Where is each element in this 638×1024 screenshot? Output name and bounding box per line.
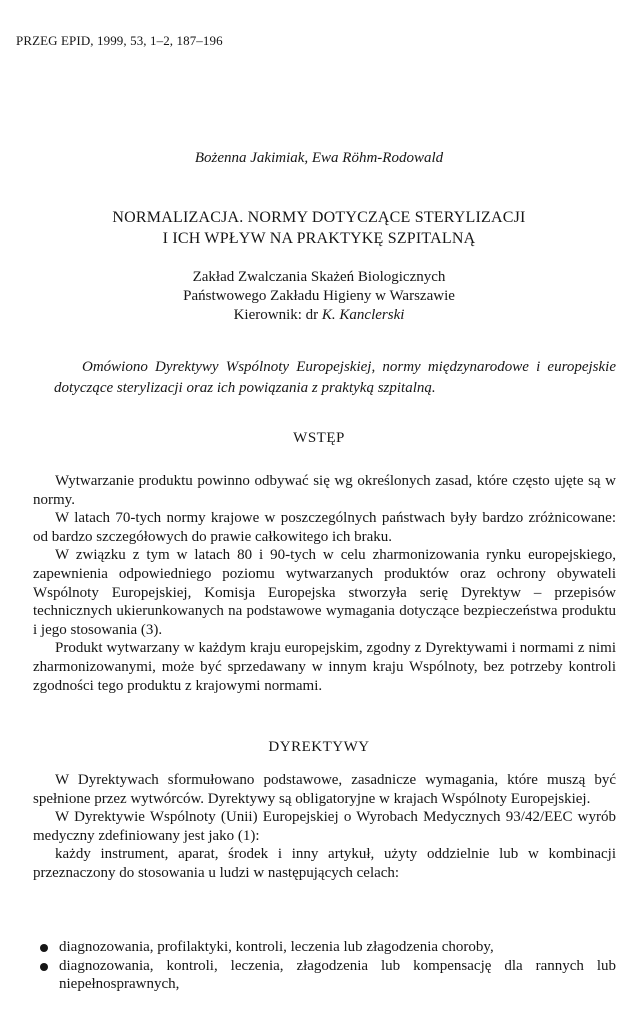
title-line-2: I ICH WPŁYW NA PRAKTYKĘ SZPITALNĄ <box>162 230 476 247</box>
title-line-1: NORMALIZACJA. NORMY DOTYCZĄCE STERYLIZACJI <box>112 209 526 226</box>
section-heading-intro: WSTĘP <box>293 430 345 446</box>
bullet-item <box>33 938 616 957</box>
intro-body <box>33 472 616 695</box>
head-name: K. Kanclerski <box>321 307 405 323</box>
bullet-text: diagnozowania, profilaktyki, kontroli, leczenia lub złagodzenia choroby, <box>59 939 494 955</box>
abstract <box>54 357 616 399</box>
abstract-text: Omówiono Dyrektywy Wspólnoty Europejskiej, normy międzynarodowe i europejskie dotyczące sterylizacji oraz ich powiązania z praktyką szpitalną. <box>54 359 616 396</box>
section-heading-directives: DYREKTYWY <box>268 739 370 755</box>
paragraph: W Dyrektywie Wspólnoty (Unii) Europejskiej o Wyrobach Medycznych 93/42/EEC wyrób medyczny zdefiniowany jest jako (1): <box>33 809 616 844</box>
paragraph: W Dyrektywach sformułowano podstawowe, zasadnicze wymagania, które muszą być spełnione przez wytwórców. Dyrektywy są obligatoryjne w krajach Wspólnoty Europejskiej. <box>33 772 616 807</box>
directives-body <box>33 771 616 883</box>
running-head: PRZEG EPID, 1999, 53, 1–2, 187–196 <box>16 33 223 48</box>
head-prefix: Kierownik: dr <box>233 307 322 323</box>
bullet-item <box>33 957 616 994</box>
paragraph: W latach 70-tych normy krajowe w poszczególnych państwach były bardzo zróżnicowane: od bardzo szczegółowych do prawie całkowitego ich braku. <box>33 510 616 545</box>
paragraph: W związku z tym w latach 80 i 90-tych w celu zharmonizowania rynku europejskiego, zapewnienia odpowiedniego poziomu wytwarzanych produktów oraz ochrony obywateli Wspólnoty Europejskiej, Komisja Europejska stworzyła serię Dyrektyw – przepisów technicznych ukierunkowanych na podstawowe wymagania dotyczące bezpieczeństwa produktu i jego stosowania (3). <box>33 547 616 638</box>
authors: Bożenna Jakimiak, Ewa Röhm-Rodowald <box>194 150 444 166</box>
affiliation-head <box>0 306 638 325</box>
affiliation-line-2: Państwowego Zakładu Higieny w Warszawie <box>183 288 455 304</box>
bullet-list <box>33 938 616 994</box>
bullet-dot-icon <box>40 963 48 971</box>
affiliation <box>0 268 638 325</box>
bullet-dot-icon <box>40 944 48 952</box>
paragraph: Wytwarzanie produktu powinno odbywać się wg określonych zasad, które często ujęte są w normy. <box>33 473 616 508</box>
paragraph: Produkt wytwarzany w każdym kraju europejskim, zgodny z Dyrektywami i normami z nimi zharmonizowanymi, może być sprzedawany w innym kraju Wspólnoty, bez potrzeby kontroli zgodności tego produktu z krajowymi normami. <box>33 640 616 694</box>
affiliation-line-1: Zakład Zwalczania Skażeń Biologicznych <box>192 269 446 285</box>
article-title <box>0 207 638 249</box>
bullet-text: diagnozowania, kontroli, leczenia, złagodzenia lub kompensację dla rannych lub niepełnosprawnych, <box>59 957 616 993</box>
paragraph: każdy instrument, aparat, środek i inny artykuł, użyty oddzielnie lub w kombinacji przeznaczony do stosowania u ludzi w następujących celach: <box>33 846 616 881</box>
